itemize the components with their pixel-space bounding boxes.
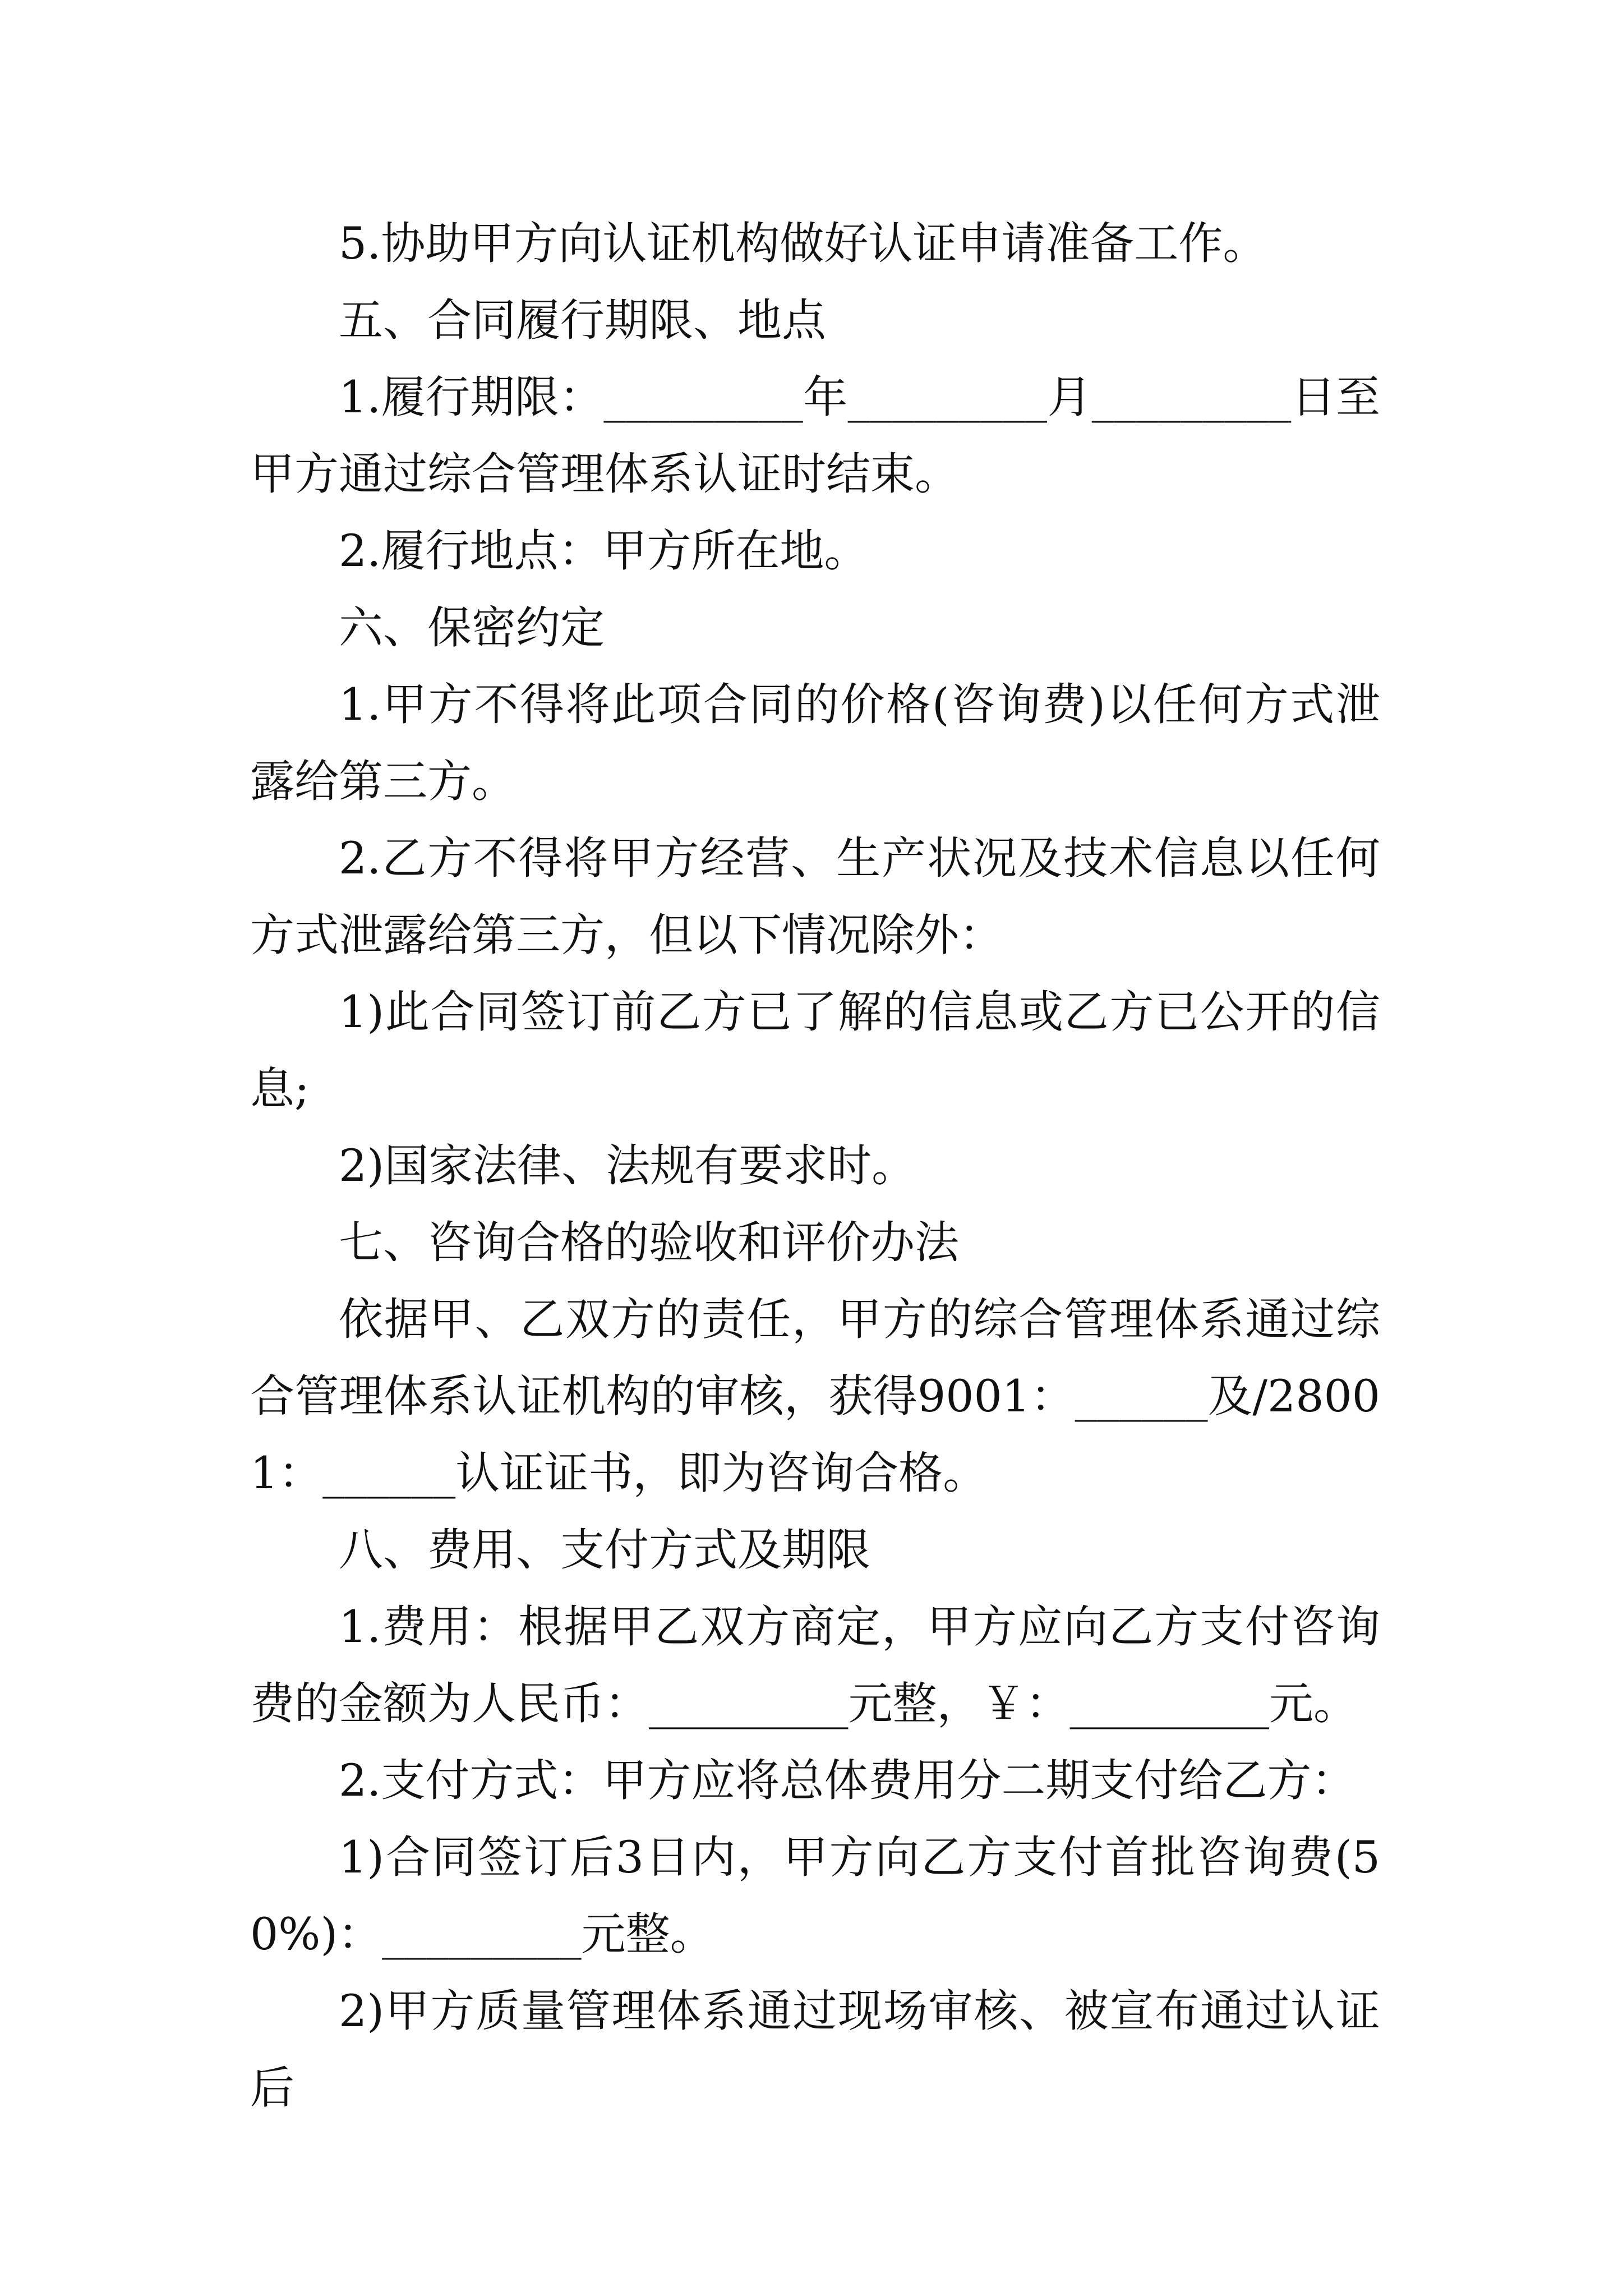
- paragraph-fee-amount: 1.费用：根据甲乙双方商定，甲方应向乙方支付咨询费的金额为人民币：_________元整，￥：_________元。: [250, 1601, 1380, 1729]
- paragraph-performance-term: 1.履行期限：_________年_________月_________日至甲方通过综合管理体系认证时结束。: [250, 371, 1380, 500]
- paragraph-payment-method: 2.支付方式：甲方应将总体费用分二期支付给乙方：: [339, 1755, 1356, 1806]
- paragraph-exception-1: 1)此合同签订前乙方已了解的信息或乙方已公开的信息;: [250, 986, 1380, 1115]
- section-heading-confidentiality: 六、保密约定: [339, 602, 605, 654]
- paragraph-confidentiality-party-b: 2.乙方不得将甲方经营、生产状况及技术信息以任何方式泄露给第三方，但以下情况除外：: [250, 832, 1380, 961]
- paragraph-payment-first: 1)合同签订后3日内，甲方向乙方支付首批咨询费(50%)：_________元整。: [250, 1832, 1380, 1960]
- document-body: [250, 205, 1380, 2127]
- section-heading-term-location: 五、合同履行期限、地点: [339, 295, 826, 346]
- section-heading-fees: 八、费用、支付方式及期限: [339, 1524, 870, 1576]
- paragraph-acceptance-criteria: 依据甲、乙双方的责任，甲方的综合管理体系通过综合管理体系认证机构的审核，获得9001：______及/28001：______认证证书，即为咨询合格。: [250, 1294, 1380, 1499]
- paragraph-exception-2: 2)国家法律、法规有要求时。: [339, 1140, 916, 1191]
- paragraph-assist-certification: 5.协助甲方向认证机构做好认证申请准备工作。: [339, 218, 1267, 269]
- paragraph-performance-location: 2.履行地点：甲方所在地。: [339, 525, 869, 577]
- paragraph-confidentiality-party-a: 1.甲方不得将此项合同的价格(咨询费)以任何方式泄露给第三方。: [250, 679, 1380, 807]
- section-heading-acceptance: 七、咨询合格的验收和评价办法: [339, 1217, 959, 1268]
- paragraph-payment-second: 2)甲方质量管理体系通过现场审核、被宣布通过认证后: [250, 1985, 1380, 2114]
